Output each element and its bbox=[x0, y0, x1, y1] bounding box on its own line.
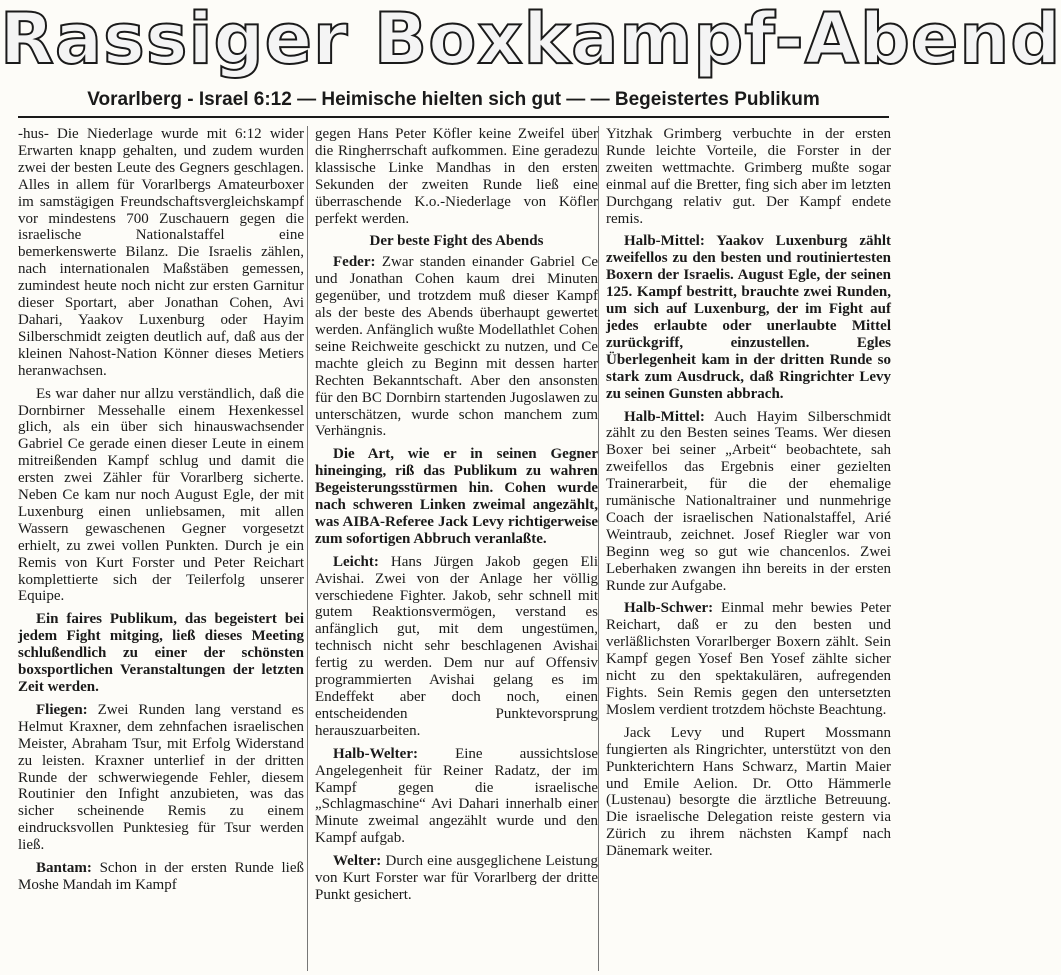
paragraph-welter bbox=[315, 853, 598, 904]
paragraph-text: Einmal mehr bewies Peter Reichart, daß er zu den besten und verläßlichsten Vorarlberger Boxern zählt. Sein Kampf gegen Yosef Ben Yosef zählte sicher nicht zu den spektakulären, aufregenden Fights. Sein Remis gegen den untersetzten Moslem verdient trotzdem höchste Beachtung. bbox=[606, 600, 891, 718]
header-rule bbox=[18, 116, 889, 118]
section-heading: Der beste Fight des Abends bbox=[369, 233, 544, 250]
weight-class-label: Bantam: bbox=[36, 860, 92, 877]
paragraph-halb-mittel-1 bbox=[606, 233, 891, 402]
paragraph-text: Durch eine ausgeglichene Leistung von Kurt Forster war für Vorarlberg der dritte Punkt gesichert. bbox=[315, 853, 598, 903]
weight-class-label: Feder: bbox=[333, 254, 376, 271]
weight-class-label: Welter: bbox=[333, 853, 382, 870]
paragraph-bold: Ein faires Publikum, das begeistert bei jedem Fight mitging, ließ dieses Meeting schlußendlich zu einer der schönsten boxsportlichen Veranstaltungen der letzten Zeit werden. bbox=[18, 611, 304, 695]
paragraph-intro: -hus- Die Niederlage wurde mit 6:12 wider Erwarten knapp gehalten, und zudem wurden zwei der besten Leute des Gegners geschlagen. Alles in allem für Vorarlbergs Amateurboxer im samstägigen Freundschaftsvergleichskampf vor mindestens 700 Zuschauern gegen die israelische Nationalstaffel eine bemerkenswerte Bilanz. Die Israelis zählen, nach internationalen Maßstäben gemessen, zumindest heute noch nicht zur ersten Garnitur dieser Sportart, aber Jonathan Cohen, Avi Dahari, Yaakov Luxenburg oder Hayim Silberschmidt zeigten deutlich auf, daß aus der kleinen Nahost-Nation Könner dieses Metiers heranwachsen. bbox=[18, 126, 304, 379]
headline: Rassiger Boxkampf-Abend bbox=[0, 0, 1061, 80]
paragraph-text: Zwar standen einander Gabriel Ce und Jonathan Cohen kaum drei Minuten gegenüber, und trotzdem muß dieser Kampf als der beste des Abends überhaupt gewertet werden. Anfänglich wußte Modellathlet Cohen seine Reichweite geschickt zu nutzen, und Ce machte gleich zu Beginn mit dessen harter Rechten Bekanntschaft. Aber den ansonsten für den BC Dornbirn startenden Jugoslawen zu unterschätzen, wurde schon manchem zum Verhängnis. bbox=[315, 254, 598, 440]
weight-class-label: Halb-Welter: bbox=[333, 745, 418, 762]
column-1 bbox=[18, 126, 304, 971]
paragraph-leicht bbox=[315, 554, 598, 740]
paragraph-closing: Jack Levy und Rupert Mossmann fungierten als Ringrichter, unterstützt von den Punkterichtern Hans Schwarz, Martin Maier und Emile Aelion. Dr. Otto Hämmerle (Lustenau) besorgte die ärztliche Betreuung. Die israelische Delegation reiste gestern via Zürich zu ihrem nächsten Kampf nach Dänemark weiter. bbox=[606, 724, 891, 860]
paragraph: Es war daher nur allzu verständlich, daß die Dornbirner Messehalle einem Hexenkessel glich, als ein über sich hinauswachsender Gabriel Ce gerade einen dieser Leute in einem mitreißenden Kampf schlug und damit die ersten zwei Zähler für Vorarlberg sicherte. Neben Ce kam nur noch August Egle, der mit Luxenburg einen unliebsamen, mit allen Wassern gewaschenen Gegner vorgesetzt erhielt, zu zwei vollen Punkten. Durch je ein Remis von Kurt Forster und Peter Reichart komplettierte sich der Teilerfolg unserer Equipe. bbox=[18, 385, 304, 605]
column-2 bbox=[307, 126, 598, 971]
weight-class-label: Halb-Schwer: bbox=[624, 600, 714, 617]
paragraph: Yitzhak Grimberg verbuchte in der ersten Runde leichte Vorteile, die Forster in der zweiten wettmachte. Grimberg mußte sogar einmal auf die Bretter, fing sich aber im letzten Durchgang relativ gut. Der Kampf endete remis. bbox=[606, 126, 891, 227]
paragraph-text: Eine aussichtslose Angelegenheit für Reiner Radatz, der im Kampf gegen die israelische „Schlagmaschine“ Avi Dahari innerhalb einer Minute zweimal angezählt wurde und den Kampf aufgab. bbox=[315, 745, 598, 847]
paragraph-feder bbox=[315, 254, 598, 440]
column-3 bbox=[598, 126, 891, 971]
paragraph-bold: Die Art, wie er in seinen Gegner hineinging, riß das Publikum zu wahren Begeisterungsstürmen hin. Cohen wurde nach schweren Linken zweimal angezählt, was AIBA-Referee Jack Levy richtigerweise zum sofortigen Abbruch veranlaßte. bbox=[315, 446, 598, 547]
weight-class-label: Fliegen: bbox=[36, 701, 88, 718]
paragraph-halb-mittel-2 bbox=[606, 409, 891, 595]
paragraph-text: Auch Hayim Silberschmidt zählt zu den Besten seines Teams. Wer diesen Boxer bei seiner „Arbeit“ beobachtete, sah zweifellos das Ergebnis einer gezielten Trainerarbeit, für die der ehemalige rumänische Nationaltrainer und nunmehrige Coach der israelischen Nationalstaffel, Arié Weintraub, zeichnet. Josef Riegler war von Beginn weg so gut wie chancenlos. Zwei Leberhaken zwangen ihn bereits in der ersten Runde zur Aufgabe. bbox=[606, 408, 891, 594]
paragraph-halb-welter bbox=[315, 746, 598, 847]
paragraph-text: Hans Jürgen Jakob gegen Eli Avishai. Zwei von der Anlage her völlig verschiedene Fighter. Jakob, sehr schnell mit gutem Reaktionsvermögen, verstand es anfänglich gut, mit dem ungestümen, technisch nicht sehr beschlagenen Avishai fertig zu werden. Dem nur auf Offensiv programmierten Avishai gelang es im Endeffekt aber doch noch, einen entscheidenden Punktevorsprung herauszuarbeiten. bbox=[315, 553, 598, 739]
paragraph-text: Zwei Runden lang verstand es Helmut Kraxner, dem zehnfachen israelischen Meister, Abraham Tsur, mit Erfolg Widerstand zu leisten. Kraxner unterlief in der dritten Runde der schwerwiegende Fehler, diesem Routinier den Infight anzubieten, was das sicher scheinende Remis zu einem eindrucksvollen Punktesieg für Tsur werden ließ. bbox=[18, 701, 304, 854]
weight-class-label: Halb-Mittel: bbox=[624, 408, 705, 425]
weight-class-label: Leicht: bbox=[333, 553, 379, 570]
paragraph: gegen Hans Peter Köfler keine Zweifel über die Ringherrschaft aufkommen. Eine geradezu klassische Linke Mandhas in den ersten Sekunden der zweiten Runde ließ eine überraschende K.o.-Niederlage von Köfler perfekt werden. bbox=[315, 126, 598, 227]
paragraph-fliegen bbox=[18, 702, 304, 854]
weight-class-label: Halb-Mittel: bbox=[624, 233, 705, 250]
paragraph-halb-schwer bbox=[606, 600, 891, 718]
subheadline: Vorarlberg - Israel 6:12 — Heimische hielten sich gut — — Begeistertes Publikum bbox=[87, 89, 820, 110]
paragraph-bantam bbox=[18, 860, 304, 894]
paragraph-text: Schon in der ersten Runde ließ Moshe Mandah im Kampf bbox=[18, 860, 304, 893]
paragraph-text: Yaakov Luxenburg zählt zweifellos zu den besten und routiniertesten Boxern der Israelis. August Egle, der seinen 125. Kampf bestritt, brauchte zwei Runden, um sich auf Luxenburg, der im Fight auf jedes erlaubte oder unerlaubte Mittel zurückgriff, einzustellen. Egles Überlegenheit kam in der dritten Runde so stark zum Ausdruck, daß Ringrichter Levy zu seinen Gunsten abbrach. bbox=[606, 233, 891, 402]
